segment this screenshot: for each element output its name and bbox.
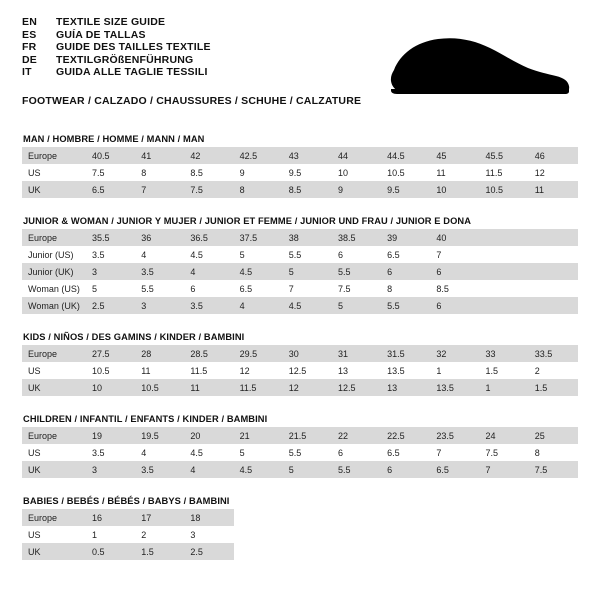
cell: 4.5	[184, 444, 233, 461]
language-title: GUIDE DES TAILLES TEXTILE	[56, 41, 211, 53]
cell: 40.5	[86, 147, 135, 164]
cell: 7	[430, 246, 479, 263]
cell: 35.5	[86, 229, 135, 246]
cell: 8.5	[283, 181, 332, 198]
cell: 0.5	[86, 543, 135, 560]
language-code: IT	[22, 66, 32, 78]
group-title: MAN / HOMBRE / HOMME / MANN / MAN	[23, 134, 205, 144]
cell: 1.5	[529, 379, 578, 396]
cell: 6	[430, 297, 479, 314]
cell: 11.5	[480, 164, 529, 181]
language-title: TEXTILE SIZE GUIDE	[56, 16, 166, 28]
cell: 33	[480, 345, 529, 362]
cell: 44.5	[381, 147, 430, 164]
cell: 6.5	[234, 280, 283, 297]
size-group-children	[22, 414, 578, 478]
cell: 38	[283, 229, 332, 246]
cell: 44	[332, 147, 381, 164]
cell: 30	[283, 345, 332, 362]
group-title: KIDS / NIÑOS / DES GAMINS / KINDER / BAMBINI	[23, 332, 245, 342]
cell: 16	[86, 509, 135, 526]
cell: 4.5	[283, 297, 332, 314]
cell	[234, 526, 283, 543]
cell: 19.5	[135, 427, 184, 444]
size-table-babies	[22, 509, 578, 560]
row-label: Woman (UK)	[22, 297, 86, 314]
cell: 1	[86, 526, 135, 543]
cell: 7.5	[480, 444, 529, 461]
cell: 13	[381, 379, 430, 396]
cell: 21.5	[283, 427, 332, 444]
cell: 6.5	[430, 461, 479, 478]
row-label: Junior (UK)	[22, 263, 86, 280]
cell	[529, 246, 578, 263]
cell: 6	[184, 280, 233, 297]
cell: 1.5	[480, 362, 529, 379]
cell: 23.5	[430, 427, 479, 444]
row-label: Europe	[22, 427, 86, 444]
cell	[332, 543, 381, 560]
row-label: Europe	[22, 509, 86, 526]
cell: 12	[234, 362, 283, 379]
cell: 11	[430, 164, 479, 181]
cell: 37.5	[234, 229, 283, 246]
cell: 6.5	[381, 246, 430, 263]
table-row	[22, 362, 578, 379]
table-row	[22, 263, 578, 280]
cell: 7	[283, 280, 332, 297]
cell: 7.5	[184, 181, 233, 198]
cell: 36.5	[184, 229, 233, 246]
cell: 31.5	[381, 345, 430, 362]
cell	[529, 280, 578, 297]
cell: 9.5	[283, 164, 332, 181]
cell: 4	[135, 444, 184, 461]
cell: 4	[135, 246, 184, 263]
cell	[381, 526, 430, 543]
cell: 3.5	[86, 444, 135, 461]
cell: 42	[184, 147, 233, 164]
cell: 7	[480, 461, 529, 478]
language-title: TEXTILGRÖßENFÜHRUNG	[56, 53, 194, 66]
cell: 10.5	[86, 362, 135, 379]
cell	[480, 263, 529, 280]
table-row	[22, 297, 578, 314]
table-row	[22, 427, 578, 444]
cell: 13.5	[430, 379, 479, 396]
cell: 7	[135, 181, 184, 198]
cell: 3	[86, 461, 135, 478]
cell: 1.5	[135, 543, 184, 560]
cell: 5	[234, 246, 283, 263]
table-row	[22, 181, 578, 198]
cell	[234, 509, 283, 526]
cell: 10.5	[480, 181, 529, 198]
cell: 2.5	[86, 297, 135, 314]
cell: 43	[283, 147, 332, 164]
dress-shoe-icon	[382, 32, 572, 102]
row-label: Junior (US)	[22, 246, 86, 263]
cell	[529, 509, 578, 526]
cell: 29.5	[234, 345, 283, 362]
cell	[529, 229, 578, 246]
cell: 22.5	[381, 427, 430, 444]
cell	[283, 526, 332, 543]
cell	[480, 280, 529, 297]
row-label: US	[22, 362, 86, 379]
row-label: Woman (US)	[22, 280, 86, 297]
cell: 13	[332, 362, 381, 379]
cell	[234, 543, 283, 560]
cell	[480, 229, 529, 246]
cell: 8	[234, 181, 283, 198]
size-table-junior-woman	[22, 229, 578, 314]
language-title: GUIDA ALLE TAGLIE TESSILI	[56, 66, 208, 78]
row-label: UK	[22, 461, 86, 478]
page-footer-space	[22, 560, 578, 574]
table-row	[22, 509, 578, 526]
cell: 28.5	[184, 345, 233, 362]
cell: 5	[283, 263, 332, 280]
table-row	[22, 280, 578, 297]
cell: 3.5	[184, 297, 233, 314]
table-row	[22, 246, 578, 263]
cell	[529, 263, 578, 280]
cell: 8.5	[430, 280, 479, 297]
cell: 2	[529, 362, 578, 379]
cell: 45.5	[480, 147, 529, 164]
cell: 7.5	[332, 280, 381, 297]
cell: 6	[332, 246, 381, 263]
table-row	[22, 164, 578, 181]
cell: 7	[430, 444, 479, 461]
cell: 12	[529, 164, 578, 181]
cell: 28	[135, 345, 184, 362]
cell: 3.5	[86, 246, 135, 263]
cell	[381, 543, 430, 560]
cell: 4	[184, 461, 233, 478]
cell: 10	[332, 164, 381, 181]
cell: 22	[332, 427, 381, 444]
cell: 3	[184, 526, 233, 543]
size-table-children	[22, 427, 578, 478]
language-title: GUÍA DE TALLAS	[56, 28, 146, 41]
language-row	[22, 54, 211, 67]
cell: 11	[529, 181, 578, 198]
table-row	[22, 444, 578, 461]
cell: 8	[529, 444, 578, 461]
cell: 5	[86, 280, 135, 297]
cell: 31	[332, 345, 381, 362]
cell: 12.5	[283, 362, 332, 379]
cell: 5	[234, 444, 283, 461]
row-label: US	[22, 164, 86, 181]
cell: 5.5	[283, 246, 332, 263]
size-group-man	[22, 134, 578, 198]
language-code: DE	[22, 53, 37, 66]
size-group-junior-woman	[22, 216, 578, 314]
cell: 9.5	[381, 181, 430, 198]
cell	[430, 543, 479, 560]
cell: 46	[529, 147, 578, 164]
cell	[529, 526, 578, 543]
row-label: Europe	[22, 147, 86, 164]
language-code: EN	[22, 16, 37, 28]
cell: 45	[430, 147, 479, 164]
cell: 27.5	[86, 345, 135, 362]
cell: 1	[430, 362, 479, 379]
cell: 39	[381, 229, 430, 246]
cell: 6	[430, 263, 479, 280]
cell: 11.5	[234, 379, 283, 396]
cell: 7.5	[86, 164, 135, 181]
cell: 5.5	[135, 280, 184, 297]
language-code: ES	[22, 28, 37, 41]
cell: 2	[135, 526, 184, 543]
cell: 10.5	[135, 379, 184, 396]
size-group-babies	[22, 496, 578, 560]
cell: 38.5	[332, 229, 381, 246]
cell: 3	[86, 263, 135, 280]
cell: 6	[381, 263, 430, 280]
size-table-man	[22, 147, 578, 198]
cell	[381, 509, 430, 526]
cell: 42.5	[234, 147, 283, 164]
group-title: JUNIOR & WOMAN / JUNIOR Y MUJER / JUNIOR ET FEMME / JUNIOR UND FRAU / JUNIOR E DONA	[23, 216, 472, 226]
cell	[283, 509, 332, 526]
cell	[430, 509, 479, 526]
cell: 33.5	[529, 345, 578, 362]
cell	[480, 246, 529, 263]
page-header	[22, 16, 578, 116]
cell: 11.5	[184, 362, 233, 379]
table-row	[22, 526, 578, 543]
cell: 10.5	[381, 164, 430, 181]
group-title: CHILDREN / INFANTIL / ENFANTS / KINDER / BAMBINI	[23, 414, 268, 424]
cell: 20	[184, 427, 233, 444]
cell: 24	[480, 427, 529, 444]
cell: 7.5	[529, 461, 578, 478]
cell: 18	[184, 509, 233, 526]
cell	[529, 297, 578, 314]
table-row	[22, 379, 578, 396]
cell: 10	[86, 379, 135, 396]
cell: 3.5	[135, 263, 184, 280]
language-row	[22, 16, 211, 29]
language-row	[22, 41, 211, 54]
cell: 4.5	[184, 246, 233, 263]
table-row	[22, 345, 578, 362]
cell	[480, 543, 529, 560]
language-row	[22, 29, 211, 42]
cell: 9	[332, 181, 381, 198]
group-title: BABIES / BEBÉS / BÉBÉS / BABYS / BAMBINI	[23, 496, 230, 506]
cell: 21	[234, 427, 283, 444]
size-group-kids	[22, 332, 578, 396]
row-label: UK	[22, 181, 86, 198]
row-label: Europe	[22, 345, 86, 362]
size-table-kids	[22, 345, 578, 396]
cell: 4.5	[234, 263, 283, 280]
cell: 5.5	[381, 297, 430, 314]
row-label: Europe	[22, 229, 86, 246]
cell	[480, 297, 529, 314]
table-row	[22, 461, 578, 478]
cell: 11	[135, 362, 184, 379]
cell: 4.5	[234, 461, 283, 478]
language-code: FR	[22, 41, 37, 53]
table-row	[22, 147, 578, 164]
cell: 5.5	[283, 444, 332, 461]
row-label: UK	[22, 543, 86, 560]
cell: 5	[332, 297, 381, 314]
cell: 13.5	[381, 362, 430, 379]
cell: 19	[86, 427, 135, 444]
cell: 12	[283, 379, 332, 396]
cell	[480, 509, 529, 526]
language-row	[22, 66, 211, 79]
cell: 3.5	[135, 461, 184, 478]
cell: 9	[234, 164, 283, 181]
cell: 8.5	[184, 164, 233, 181]
cell: 8	[381, 280, 430, 297]
cell: 6.5	[86, 181, 135, 198]
row-label: UK	[22, 379, 86, 396]
cell	[430, 526, 479, 543]
row-label: US	[22, 526, 86, 543]
cell: 17	[135, 509, 184, 526]
cell	[529, 543, 578, 560]
cell: 1	[480, 379, 529, 396]
cell: 6.5	[381, 444, 430, 461]
cell: 36	[135, 229, 184, 246]
cell: 41	[135, 147, 184, 164]
language-title-list-body	[22, 16, 211, 79]
row-label: US	[22, 444, 86, 461]
cell: 32	[430, 345, 479, 362]
cell: 12.5	[332, 379, 381, 396]
cell	[332, 526, 381, 543]
cell	[480, 526, 529, 543]
cell	[283, 543, 332, 560]
cell: 40	[430, 229, 479, 246]
cell: 5	[283, 461, 332, 478]
cell: 11	[184, 379, 233, 396]
cell: 4	[234, 297, 283, 314]
footwear-section-title: FOOTWEAR / CALZADO / CHAUSSURES / SCHUHE / CALZATURE	[22, 94, 362, 107]
language-title-list	[22, 16, 211, 79]
table-row	[22, 543, 578, 560]
cell: 4	[184, 263, 233, 280]
cell: 6	[332, 444, 381, 461]
cell: 5.5	[332, 461, 381, 478]
cell: 25	[529, 427, 578, 444]
cell: 5.5	[332, 263, 381, 280]
cell: 6	[381, 461, 430, 478]
cell	[332, 509, 381, 526]
cell: 2.5	[184, 543, 233, 560]
table-row	[22, 229, 578, 246]
cell: 3	[135, 297, 184, 314]
cell: 8	[135, 164, 184, 181]
cell: 10	[430, 181, 479, 198]
